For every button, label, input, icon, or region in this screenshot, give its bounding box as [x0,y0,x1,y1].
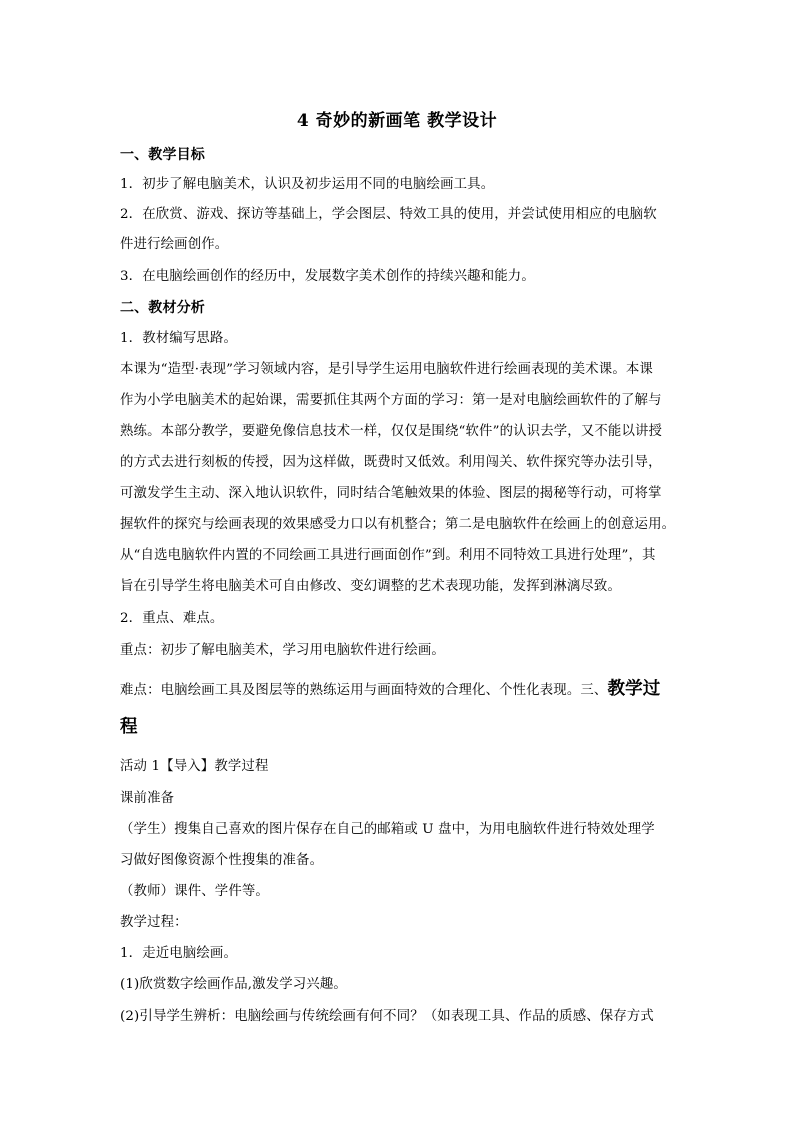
section-heading-process: 教学过 [607,679,661,699]
activity-title: 活动 1【导入】教学过程 [120,759,269,774]
paragraph-line: 握软件的探究与绘画表现的效果感受力口以有机整合；第二是电脑软件在绘画上的创意运用。 [120,517,676,532]
paragraph-line: 的方式去进行刻板的传授，因为这样做，既费时又低效。利用闯关、软件探究等办法引导， [120,455,662,470]
section-heading-process-wrap: 程 [120,717,138,737]
objective-item-continued: 件进行绘画创作。 [120,237,229,252]
prep-heading: 课前准备 [120,791,175,806]
paragraph-line: 本课为“造型·表现”学习领域内容，是引导学生运用电脑软件进行绘画表现的美术课。本课 [120,362,653,377]
step-item: (1)欣赏数字绘画作品,激发学习兴趣。 [120,977,347,992]
objective-item: 3．在电脑绘画创作的经历中，发展数字美术创作的持续兴趣和能力。 [120,269,535,284]
key-point-text: 重点：初步了解电脑美术，学习用电脑软件进行绘画。 [120,643,445,658]
step-heading: 1．走近电脑绘画。 [120,946,237,961]
subheading-writing-approach: 1．教材编写思路。 [120,331,237,346]
document-title: 4 奇妙的新画笔 教学设计 [296,111,498,131]
student-prep-line: （学生）搜集自己喜欢的图片保存在自己的邮箱或 U 盘中，为用电脑软件进行特效处理学 [120,822,655,837]
paragraph-line: 作为小学电脑美术的起始课，需要抓住其两个方面的学习：第一是对电脑绘画软件的了解与 [120,393,662,408]
teacher-prep: （教师）课件、学件等。 [120,884,269,899]
objective-item: 2．在欣赏、游戏、探访等基础上，学会图层、特效工具的使用，并尝试使用相应的电脑软 [120,207,657,222]
subheading-key-points: 2．重点、难点。 [120,611,224,626]
student-prep-line: 习做好图像资源个性搜集的准备。 [120,853,324,868]
difficulty-text [120,680,680,700]
paragraph-line: 从“自选电脑软件内置的不同绘画工具进行画面创作”到。利用不同特效工具进行处理”，其 [120,548,656,563]
paragraph-line: 旨在引导学生将电脑美术可自由修改、变幻调整的艺术表现功能，发挥到淋漓尽致。 [120,579,622,594]
section-heading-objectives: 一、教学目标 [120,147,205,163]
step-item: (2)引导学生辨析：电脑绘画与传统绘画有何不同？（如表现工具、作品的质感、保存方式 [120,1009,654,1024]
paragraph-line: 熟练。本部分教学，要避免像信息技术一样，仅仅是围绕“软件”的认识去学，又不能以讲授 [120,424,663,439]
section-heading-analysis: 二、教材分析 [120,300,205,316]
paragraph-line: 可激发学生主动、深入地认识软件，同时结合笔触效果的体验、图层的揭秘等行动，可将掌 [120,486,662,501]
difficulty-label: 难点：电脑绘画工具及图层等的熟练运用与画面特效的合理化、个性化表现。三、 [120,683,608,698]
process-heading: 教学过程： [120,915,188,930]
objective-item: 1．初步了解电脑美术，认识及初步运用不同的电脑绘画工具。 [120,177,495,192]
